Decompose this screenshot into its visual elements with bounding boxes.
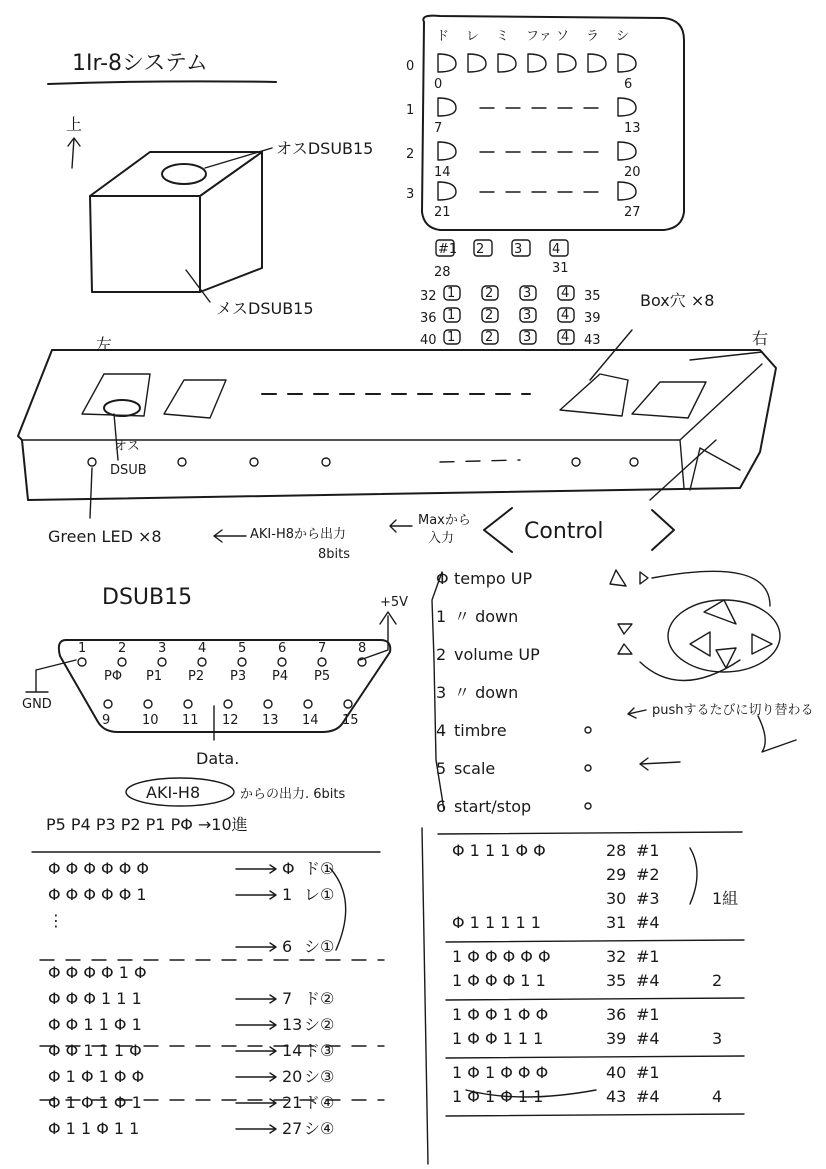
table-arrow	[236, 1047, 276, 1055]
left-label: 左	[96, 335, 113, 354]
push-arrow	[628, 708, 646, 718]
gnd-label: GND	[22, 697, 52, 712]
table-value: 30	[606, 889, 627, 908]
table-bits: Φ Φ 1 1 1 Φ	[48, 1041, 142, 1060]
green-led	[178, 458, 186, 466]
row-end-number: 13	[624, 121, 641, 136]
table-bits: Φ Φ 1 1 Φ 1	[48, 1015, 142, 1034]
control-button	[585, 727, 591, 733]
port-bit-label: P2	[188, 669, 205, 684]
control-name: timbre	[454, 721, 507, 740]
row-end-number: 27	[624, 205, 641, 220]
control-number: 2	[436, 645, 447, 664]
dsub-pin-number: 1	[78, 641, 87, 656]
table-right-separator	[446, 998, 744, 1000]
note-header: ファ	[526, 29, 552, 44]
table-bits: 1 Φ Φ 1 1 1	[452, 1029, 544, 1048]
control-number: 6	[436, 797, 447, 816]
dsub-pin-number: 4	[198, 641, 207, 656]
table-arrow	[236, 1073, 276, 1081]
table-group-label: 4	[712, 1087, 723, 1106]
small-button-label: 2	[476, 242, 485, 257]
table-note: #4	[636, 913, 660, 932]
control-list	[436, 569, 591, 816]
table-bits: 1 Φ Φ 1 Φ Φ	[452, 1005, 549, 1024]
row-number: 0	[406, 59, 415, 74]
row-start-number: 7	[434, 121, 443, 136]
group-end-number: 35	[584, 289, 601, 304]
green-led	[572, 458, 580, 466]
right-label: 右	[752, 329, 769, 348]
table-value: 29	[606, 865, 627, 884]
box-holes-label: Box穴 ×8	[640, 291, 715, 310]
table-value: 7	[282, 989, 293, 1008]
table-right	[446, 841, 744, 1116]
table-arrow	[236, 995, 276, 1003]
dsub-pin	[78, 658, 86, 666]
control-name: tempo UP	[454, 569, 533, 588]
group-button-label: 3	[523, 330, 532, 345]
push-note: pushするたびに切り替わる	[652, 703, 814, 718]
aki-label: AKI-H8	[146, 783, 201, 802]
note-button	[618, 142, 636, 160]
dsub-bottom-pins	[102, 700, 359, 728]
max-label: Maxから	[418, 513, 471, 528]
note-header: ラ	[586, 29, 600, 44]
table-bits: Φ 1 1 1 Φ Φ	[452, 841, 546, 860]
table-bits: 1 Φ 1 Φ Φ Φ	[452, 1063, 549, 1082]
table-note: #1	[636, 1063, 660, 1082]
table-bits: ⋮	[48, 911, 64, 930]
note-button	[438, 142, 456, 160]
table-note: #1	[636, 1005, 660, 1024]
group-start-number: 36	[420, 311, 437, 326]
note-button	[618, 182, 636, 200]
sheet-title: 1Ir-8システム	[72, 51, 208, 76]
table-right-top-line	[438, 832, 742, 834]
arrow-from-aki	[214, 530, 246, 542]
arrow-from-max	[390, 520, 412, 532]
group-button-label: 3	[523, 308, 532, 323]
dsub-pin-number: 9	[102, 713, 111, 728]
table-note: シ③	[304, 1067, 335, 1086]
dsub-pin-number: 14	[302, 713, 319, 728]
table-bits: Φ 1 1 Φ 1 1	[48, 1119, 140, 1138]
table-value: 43	[606, 1087, 627, 1106]
note-header: ソ	[556, 29, 570, 44]
row-start-number: 21	[434, 205, 451, 220]
note-header: ミ	[496, 29, 510, 44]
control-name: volume UP	[454, 645, 540, 664]
group-end-number: 43	[584, 333, 601, 348]
table-value: 6	[282, 937, 293, 956]
table-note: #1	[636, 841, 660, 860]
bits-label: 8bits	[318, 547, 351, 562]
table-bits: 1 Φ Φ Φ Φ Φ	[452, 947, 551, 966]
port-bit-label: P3	[230, 669, 247, 684]
table-note: ド③	[304, 1041, 335, 1060]
led-label: Green LED ×8	[48, 527, 162, 546]
note-header: ド	[436, 29, 450, 44]
dsub-pin-number: 12	[222, 713, 239, 728]
dsub-pin	[198, 658, 206, 666]
table-note: ド④	[304, 1093, 335, 1112]
table-bits: Φ 1 Φ 1 Φ Φ	[48, 1067, 145, 1086]
direction-pad-sketch	[610, 570, 780, 681]
keyboard-panel	[422, 16, 684, 230]
aki-output-label: AKI-H8から出力	[250, 527, 346, 542]
note-header: シ	[616, 29, 630, 44]
small-button-label: 3	[514, 242, 523, 257]
group-button-label: 4	[561, 286, 570, 301]
table-note: #4	[636, 1029, 660, 1048]
table-right-brace	[690, 848, 697, 904]
table-right-separator	[446, 1056, 744, 1058]
green-led	[250, 458, 258, 466]
left-connector-label-a: オス	[114, 439, 140, 454]
green-led	[88, 458, 96, 466]
table-right-separator	[446, 1114, 744, 1116]
control-number: 4	[436, 721, 447, 740]
table-left	[40, 859, 384, 1138]
small-button-label: 4	[552, 242, 561, 257]
vcc-label: +5V	[380, 595, 409, 610]
female-connector-label: オスDSUB15	[276, 139, 374, 158]
port-bit-label: P5	[314, 669, 331, 684]
row-number: 2	[406, 147, 415, 162]
input-label: 入力	[428, 531, 455, 546]
small-button-rows	[420, 240, 601, 348]
table-arrow	[236, 1021, 276, 1029]
dsub-pin-number: 13	[262, 713, 279, 728]
note-button	[618, 54, 636, 72]
control-name: 〃 down	[454, 683, 519, 702]
table-arrow	[236, 1125, 276, 1133]
control-number: Φ	[436, 569, 449, 588]
dsub-pin-number: 10	[142, 713, 159, 728]
table-value: 31	[606, 913, 627, 932]
table-value: 40	[606, 1063, 627, 1082]
scale-arrow	[640, 758, 680, 770]
group-button-label: 2	[485, 308, 494, 323]
small-button-end: 31	[552, 261, 569, 276]
table-bits: Φ Φ Φ 1 1 1	[48, 989, 142, 1008]
table-bits: Φ 1 Φ 1 Φ 1	[48, 1093, 142, 1112]
data-label: Data.	[196, 749, 240, 768]
led-row	[88, 458, 638, 466]
gnd-wire	[26, 660, 76, 692]
group-button-label: 3	[523, 286, 532, 301]
group-end-number: 39	[584, 311, 601, 326]
table-arrow	[236, 943, 276, 951]
dsub-pin	[304, 700, 312, 708]
port-bit-label: PΦ	[104, 669, 123, 684]
control-button	[585, 765, 591, 771]
group-start-number: 32	[420, 289, 437, 304]
table-note: ド①	[304, 859, 335, 878]
dsub-pin	[224, 700, 232, 708]
table-group-label: 3	[712, 1029, 723, 1048]
note-button	[438, 182, 456, 200]
note-button	[618, 98, 636, 116]
control-name: 〃 down	[454, 607, 519, 626]
note-button	[438, 98, 456, 116]
control-number: 5	[436, 759, 447, 778]
port-bit-label: P1	[146, 669, 163, 684]
table-bits: Φ Φ Φ Φ 1 Φ	[48, 963, 147, 982]
dsub-pin	[238, 658, 246, 666]
dsub-pin-number: 6	[278, 641, 287, 656]
control-number: 3	[436, 683, 447, 702]
dsub-pin-number: 15	[342, 713, 359, 728]
group-button-label: 4	[561, 330, 570, 345]
group-button-label: 1	[447, 330, 456, 345]
up-arrow	[68, 138, 80, 168]
dsub-pin-number: 3	[158, 641, 167, 656]
table-value: 27	[282, 1119, 303, 1138]
table-value: Φ	[282, 859, 295, 878]
dsub-top-pins	[78, 641, 366, 684]
table-right-separator	[446, 940, 744, 942]
table-bits: Φ 1 1 1 1 1	[452, 913, 541, 932]
dsub-pin-number: 11	[182, 713, 199, 728]
control-button	[585, 803, 591, 809]
title-underline	[48, 81, 276, 84]
table-note: #3	[636, 889, 660, 908]
note-header: レ	[466, 29, 480, 44]
dsub-pin-number: 2	[118, 641, 127, 656]
green-led	[630, 458, 638, 466]
table-note: シ②	[304, 1015, 335, 1034]
table-value: 35	[606, 971, 627, 990]
table-value: 39	[606, 1029, 627, 1048]
note-button	[588, 54, 606, 72]
row-number: 1	[406, 103, 415, 118]
table-value: 21	[282, 1093, 303, 1112]
dsub-pin	[104, 700, 112, 708]
group-button-label: 2	[485, 330, 494, 345]
left-connector-ellipse	[104, 400, 140, 416]
table-value: 13	[282, 1015, 303, 1034]
dsub-pin-number: 8	[358, 641, 367, 656]
group-button-label: 2	[485, 286, 494, 301]
table-note: シ④	[304, 1119, 335, 1138]
dsub-pin	[344, 700, 352, 708]
table-arrow	[236, 891, 276, 899]
led-pointer	[90, 468, 92, 518]
note-button	[558, 54, 576, 72]
group-button-label: 1	[447, 308, 456, 323]
table-note: #1	[636, 947, 660, 966]
dsub-pin	[118, 658, 126, 666]
table-note: #2	[636, 865, 660, 884]
dsub-pin	[264, 700, 272, 708]
dsub-title: DSUB15	[102, 585, 193, 610]
dsub-pin	[318, 658, 326, 666]
note-button	[438, 54, 456, 72]
aki-suffix: からの出力. 6bits	[240, 787, 346, 802]
small-button-label: #1	[438, 242, 458, 257]
group-button-label: 1	[447, 286, 456, 301]
table-value: 14	[282, 1041, 303, 1060]
table-vertical-divider	[422, 828, 428, 1164]
male-connector-label: メスDSUB15	[216, 299, 314, 318]
control-name: scale	[454, 759, 496, 778]
up-label: 上	[66, 115, 83, 134]
dsub-pin	[184, 700, 192, 708]
table-group-label: 1組	[712, 889, 739, 908]
note-button	[528, 54, 546, 72]
small-button-start: 28	[434, 265, 451, 280]
control-bracket-left	[484, 508, 512, 552]
table-arrow	[236, 865, 276, 873]
control-bracket-right	[652, 510, 674, 550]
table-note: ド②	[304, 989, 335, 1008]
dsub-pin-number: 7	[318, 641, 327, 656]
table-value: 20	[282, 1067, 303, 1086]
green-led	[322, 458, 330, 466]
table-note: #4	[636, 1087, 660, 1106]
table-note: レ①	[304, 885, 335, 904]
note-button	[498, 54, 516, 72]
table-bits: Φ Φ Φ Φ Φ 1	[48, 885, 147, 904]
dsub-pin	[158, 658, 166, 666]
port-bit-label: P4	[272, 669, 289, 684]
table-note: #4	[636, 971, 660, 990]
note-header-row	[436, 29, 629, 44]
note-button	[468, 54, 486, 72]
table-note: シ①	[304, 937, 335, 956]
row-start-number: 14	[434, 165, 451, 180]
row-end-number: 20	[624, 165, 641, 180]
table-value: 28	[606, 841, 627, 860]
control-number: 1	[436, 607, 447, 626]
table-bits: Φ Φ Φ Φ Φ Φ	[48, 859, 149, 878]
control-name: start/stop	[454, 797, 532, 816]
left-connector-label-b: DSUB	[110, 463, 147, 478]
row-start-number: 0	[434, 77, 443, 92]
group-start-number: 40	[420, 333, 437, 348]
table-bits: 1 Φ 1 Φ 1 1	[452, 1087, 544, 1106]
dsub-pin	[144, 700, 152, 708]
table-value: 1	[282, 885, 293, 904]
table-group-label: 2	[712, 971, 723, 990]
dsub-pin	[278, 658, 286, 666]
table-bits: 1 Φ Φ Φ 1 1	[452, 971, 546, 990]
table-value: 36	[606, 1005, 627, 1024]
row-number: 3	[406, 187, 415, 202]
row-end-number: 6	[624, 77, 633, 92]
connector-box	[90, 148, 272, 302]
table-value: 32	[606, 947, 627, 966]
dsub-pin-number: 5	[238, 641, 247, 656]
top-connector-ellipse	[162, 164, 206, 184]
key-grid	[406, 54, 641, 220]
control-label: Control	[524, 519, 604, 544]
group-button-label: 4	[561, 308, 570, 323]
table-left-header: P5 P4 P3 P2 P1 PΦ →10進	[46, 815, 248, 834]
